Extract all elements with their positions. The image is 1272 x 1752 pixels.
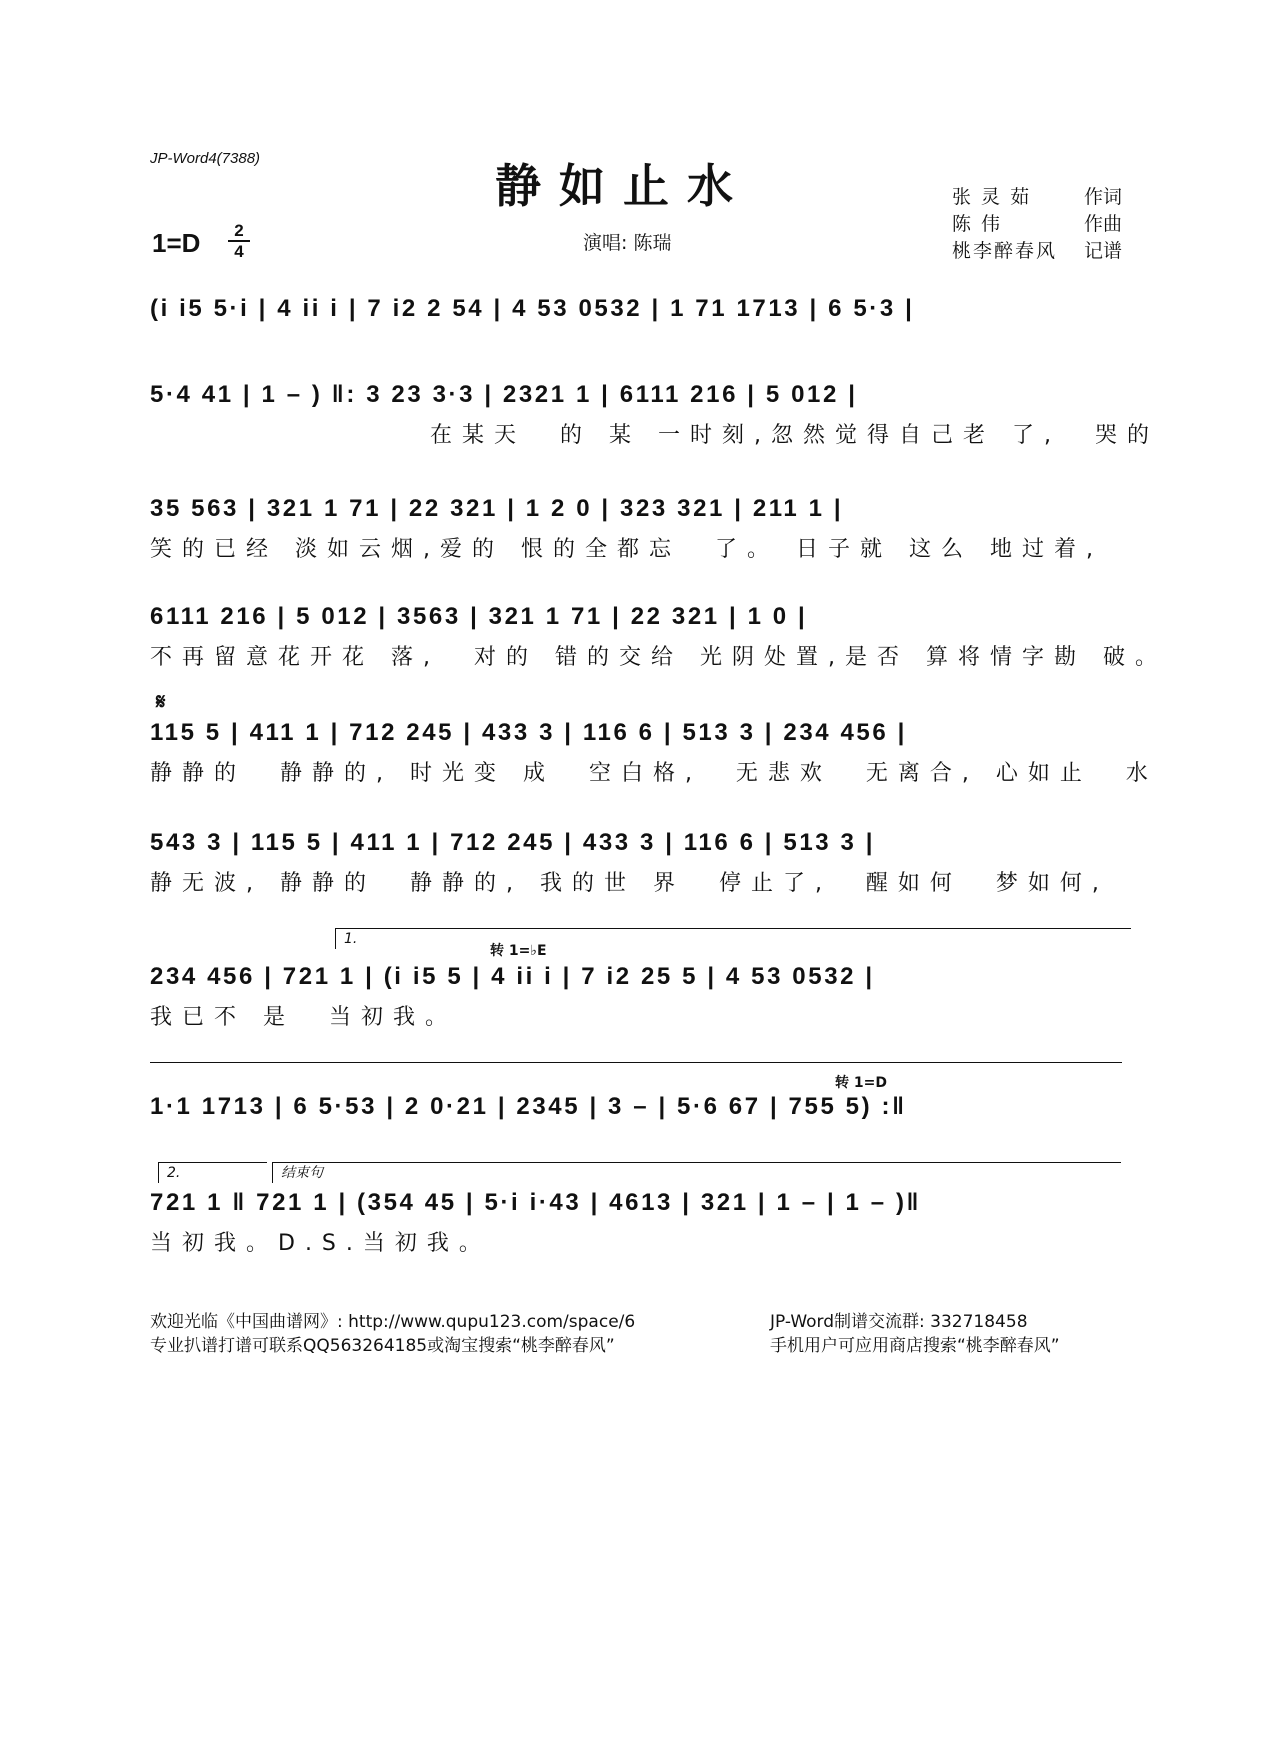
notation-line: (i i5 5·i | 4 ii i | 7 i2 2 54 | 4 53 0532 | 1 71 1713 | 6 5·3 | [150,295,915,322]
modulation-mark: 转 1=D [835,1075,887,1091]
volta-bracket-2 [158,1162,267,1183]
lyric-line: 静无波, 静静的 静静的, 我的世 界 停止了, 醒如何 梦如何, [150,871,1109,896]
song-title: 静如止水 [495,159,751,213]
notation-line: 721 1 ‖ 721 1 | (354 45 | 5·i i·43 | 4613 | 321 | 1 – | 1 – )‖ [150,1189,922,1216]
footer-right [770,1310,1060,1358]
footer-contact: 专业扒谱打谱可联系QQ563264185或淘宝搜索“桃李醉春风” [150,1336,615,1356]
singer: 演唱: 陈瑞 [583,232,672,254]
notation-line: 234 456 | 721 1 | (i i5 5 | 4 ii i | 7 i2 25 5 | 4 53 0532 | [150,963,875,990]
credit-role: 记谱 [1083,240,1122,262]
credit-name: 陈 伟 [952,213,1003,235]
notation-line: 6111 216 | 5 012 | 3563 | 321 1 71 | 22 321 | 1 0 | [150,603,808,630]
score-system-3 [150,492,1122,566]
lyric-line: 不再留意花开花 落, 对的 错的交给 光阴处置,是否 算将情字勘 破。 [150,645,1167,670]
volta-label: 1. [344,931,358,947]
section-rule [150,1062,1122,1063]
key-signature: 1=D [152,228,201,258]
credit-name: 桃李醉春风 [952,240,1058,262]
notation-line: 543 3 | 115 5 | 411 1 | 712 245 | 433 3 | 116 6 | 513 3 | [150,829,876,856]
segno-mark: 𝄋 [156,690,166,715]
ending-bracket [272,1162,1121,1183]
volta-bracket-1 [335,928,1131,949]
lyric-line: 我已不 是 当初我。 [150,1005,457,1030]
volta-label: 2. [167,1165,181,1181]
score-system-7 [150,960,1122,1034]
notation-line: 1·1 1713 | 6 5·53 | 2 0·21 | 2345 | 3 – | 5·6 67 | 755 5) :‖ [150,1093,907,1120]
score-system-4 [150,600,1167,674]
ending-label: 结束句 [281,1165,323,1181]
score-system-9 [150,1186,1122,1260]
footer-website: 欢迎光临《中国曲谱网》: http://www.qupu123.com/space/6 [150,1312,636,1332]
credit-name: 张 灵 茹 [952,186,1032,208]
time-signature-top: 2 [234,221,244,240]
credit-transcriber [952,238,1122,265]
score-system-1 [150,292,1122,326]
lyric-line: 静静的 静静的, 时光变 成 空白格, 无悲欢 无离合, 心如止 水 [150,761,1158,786]
notation-line: 115 5 | 411 1 | 712 245 | 433 3 | 116 6 | 513 3 | 234 456 | [150,719,907,746]
time-signature [228,222,250,260]
lyric-line: 当初我。D.S.当初我。 [150,1231,491,1256]
score-system-2 [150,378,1159,452]
lyric-line: 笑的已经 淡如云烟,爱的 恨的全都忘 了。 日子就 这么 地过着, [150,537,1103,562]
credit-lyricist [952,184,1122,211]
source-label: JP-Word4(7388) [150,150,261,167]
score-system-8 [150,1090,1122,1124]
credit-role: 作曲 [1083,213,1122,235]
footer-app: 手机用户可应用商店搜索“桃李醉春风” [770,1336,1060,1356]
lyric-line: 在某天 的 某 一时刻,忽然觉得自己老 了, 哭的 [430,423,1159,448]
time-signature-bottom: 4 [234,242,244,261]
score-system-6 [150,826,1122,900]
credit-composer [952,211,1122,238]
notation-line: 5·4 41 | 1 – ) ‖: 3 23 3·3 | 2321 1 | 6111 216 | 5 012 | [150,381,858,408]
credit-role: 作词 [1083,186,1122,208]
footer-left [150,1310,635,1358]
modulation-mark: 转 1=♭E [490,943,547,959]
credits [952,184,1122,265]
footer-group: JP-Word制谱交流群: 332718458 [770,1312,1028,1332]
notation-line: 35 563 | 321 1 71 | 22 321 | 1 2 0 | 323 321 | 211 1 | [150,495,844,522]
score-system-5 [150,716,1158,790]
